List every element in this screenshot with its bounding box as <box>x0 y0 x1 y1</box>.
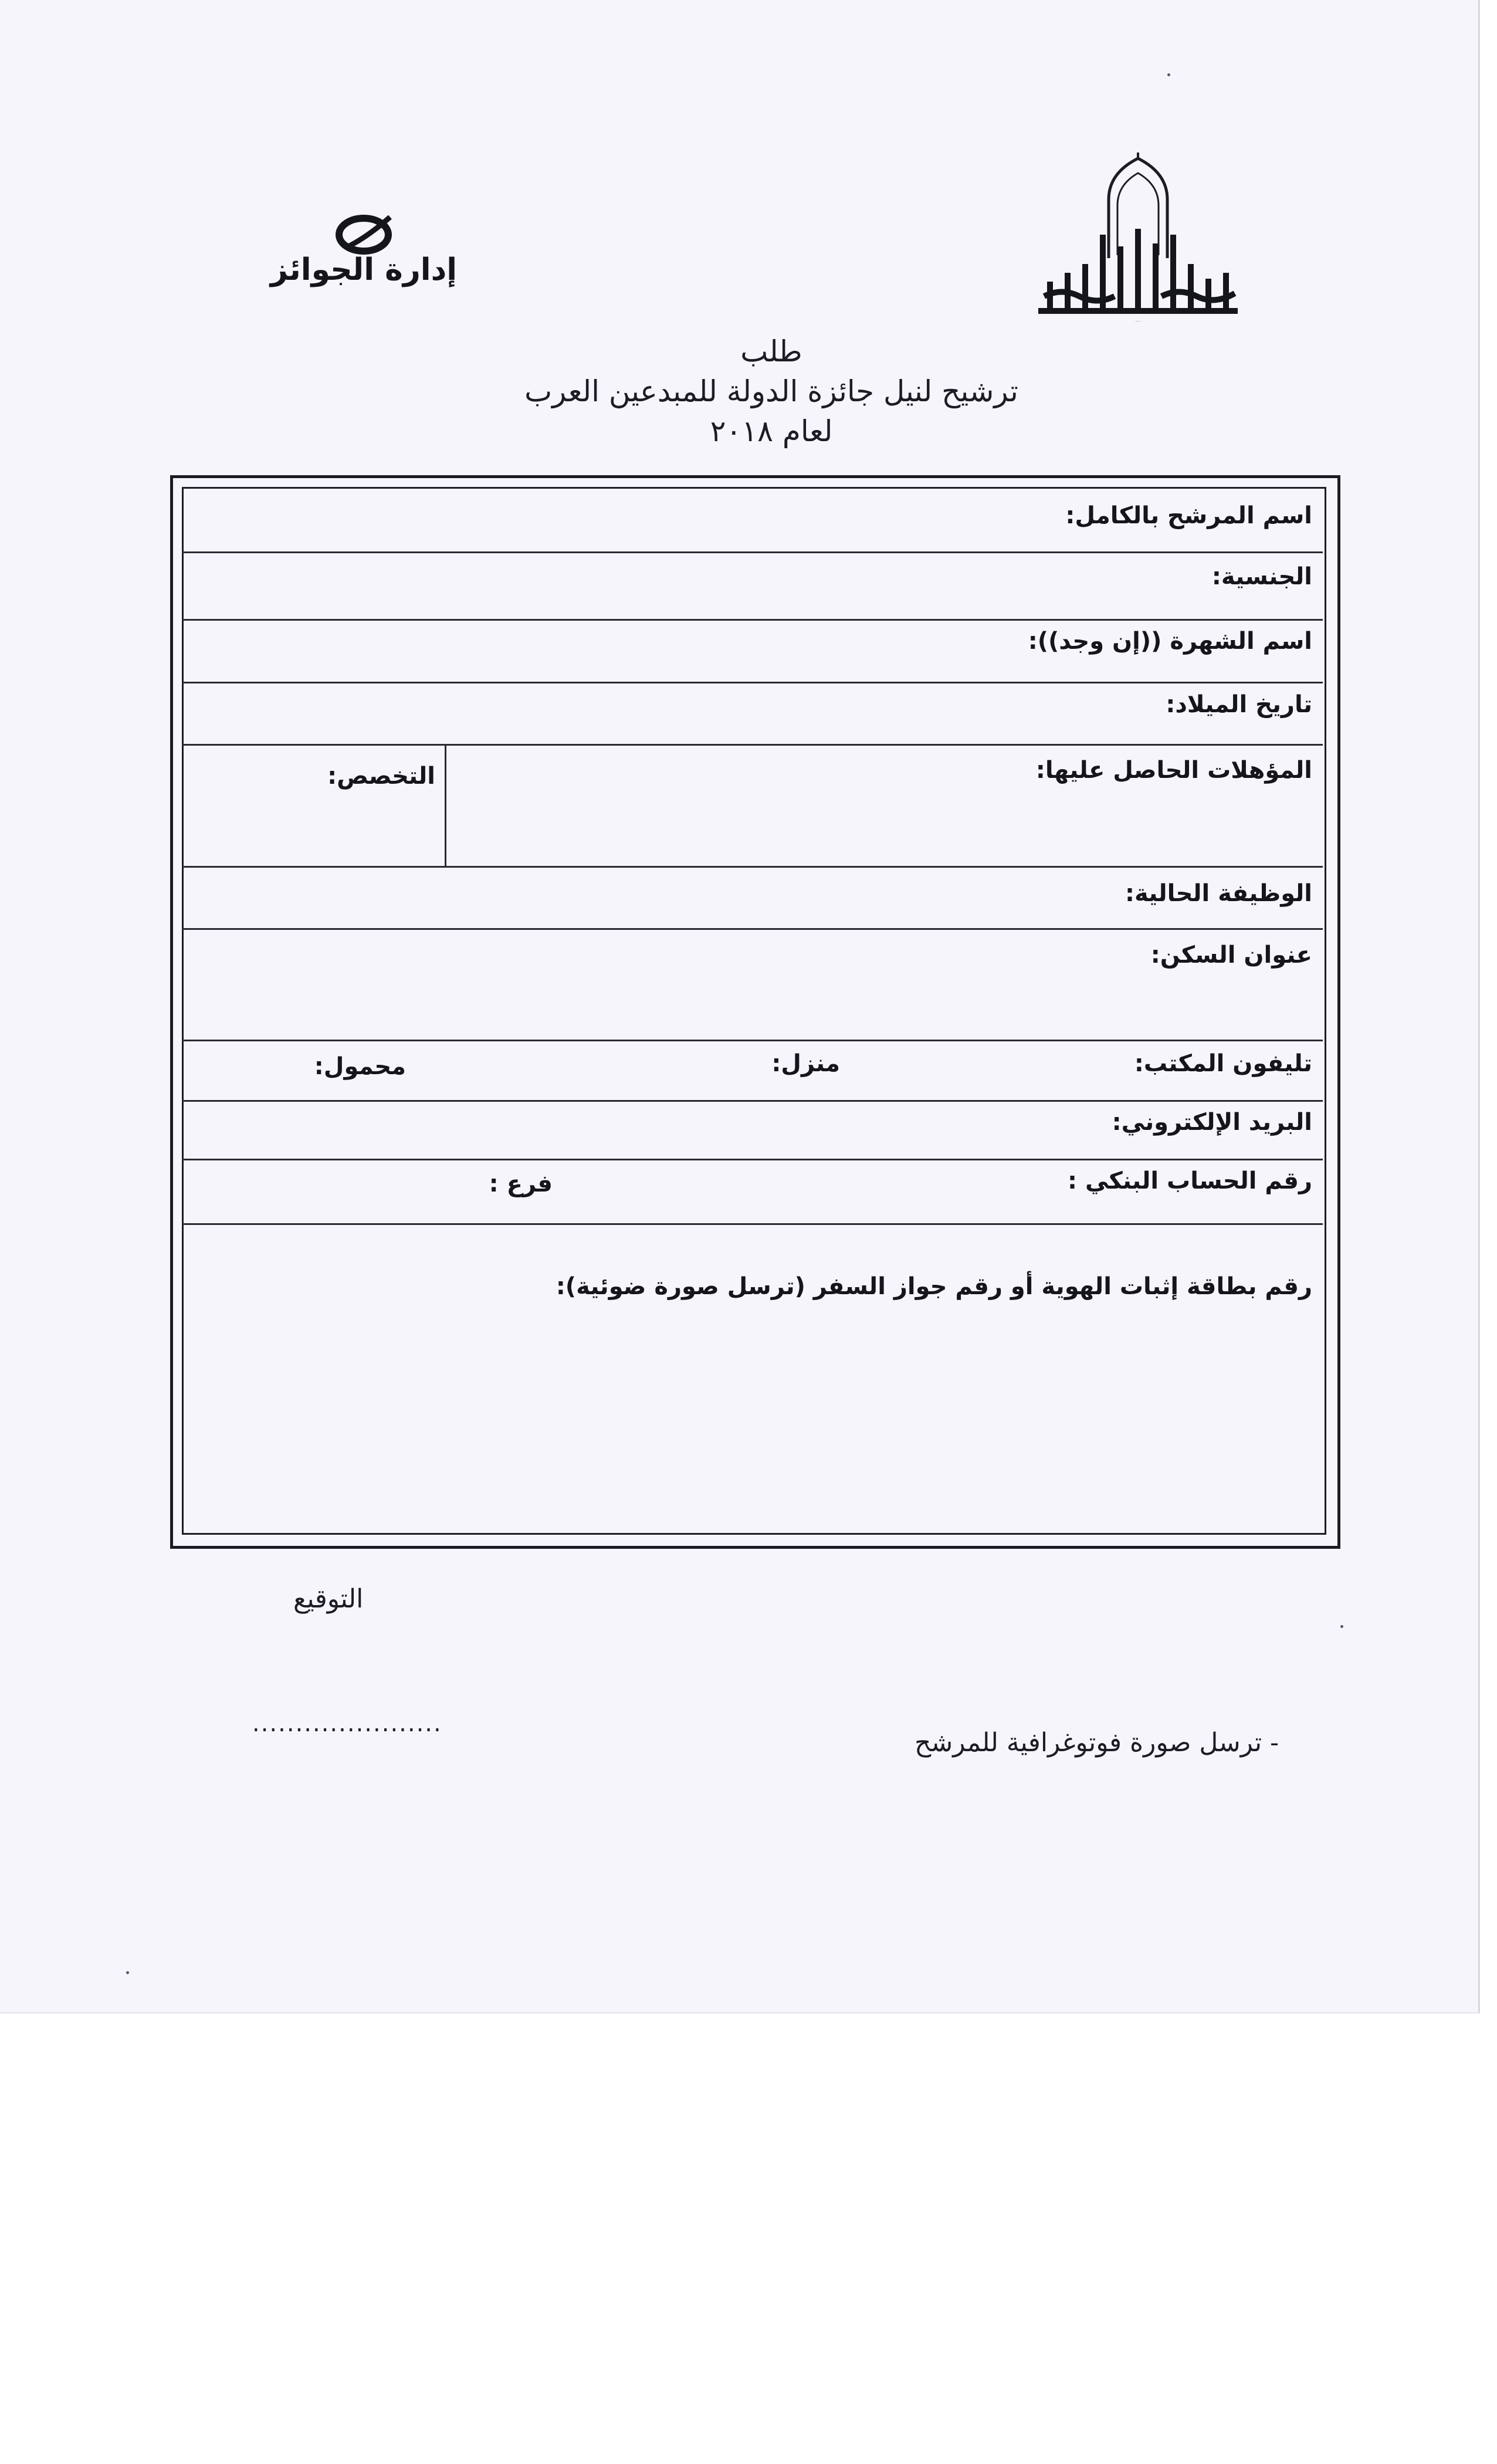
qualifications-label: المؤهلات الحاصل عليها: <box>1035 757 1312 784</box>
specialization-divider <box>445 744 446 866</box>
scan-speck <box>1167 73 1170 76</box>
fame-name-label: اسم الشهرة ((إن وجد)): <box>1028 628 1312 655</box>
row-divider <box>182 744 1323 746</box>
office-phone-label: تليفون المكتب: <box>1134 1050 1312 1077</box>
photo-note: - ترسل صورة فوتوغرافية للمرشح <box>914 1728 1279 1758</box>
form-title <box>411 331 1132 451</box>
id-number-label: رقم بطاقة إثبات الهوية أو رقم جواز السفر (ترسل صورة ضوئية): <box>556 1273 1312 1300</box>
full-name-label: اسم المرشح بالكامل: <box>1065 502 1312 529</box>
address-label: عنوان السكن: <box>1150 942 1312 969</box>
mobile-label: محمول: <box>314 1053 406 1080</box>
row-divider <box>182 1100 1323 1102</box>
branch-label: فرع : <box>489 1170 553 1197</box>
birth-date-label: تاريخ الميلاد: <box>1166 691 1312 718</box>
home-phone-label: منزل: <box>771 1050 840 1077</box>
row-divider <box>182 866 1323 868</box>
title-line-2: ترشيح لنيل جائزة الدولة للمبدعين العرب <box>524 374 1018 408</box>
scan-speck <box>1340 1625 1343 1628</box>
current-job-label: الوظيفة الحالية: <box>1125 880 1312 907</box>
row-divider <box>182 551 1323 553</box>
signature-dots: ...................... <box>252 1710 442 1737</box>
row-divider <box>182 1040 1323 1041</box>
logo-left-text: إدارة الجوائز <box>270 252 458 287</box>
row-divider <box>182 928 1323 930</box>
specialization-label: التخصص: <box>327 763 435 790</box>
email-label: البريد الإلكتروني: <box>1112 1109 1312 1136</box>
bank-account-label: رقم الحساب البنكي : <box>1068 1167 1312 1194</box>
nationality-label: الجنسية: <box>1211 563 1312 590</box>
row-divider <box>182 682 1323 683</box>
row-divider <box>182 1223 1323 1225</box>
row-divider <box>182 1159 1323 1160</box>
row-divider <box>182 619 1323 621</box>
scan-speck <box>126 1971 129 1974</box>
title-line-3: لعام ٢٠١٨ <box>710 414 833 448</box>
logo-right-text: المجلس الأعلى للثقافة <box>1135 321 1141 322</box>
title-line-1: طلب <box>740 334 802 368</box>
supreme-council-logo-icon <box>1027 147 1249 323</box>
signature-label: التوقيع <box>293 1584 364 1614</box>
